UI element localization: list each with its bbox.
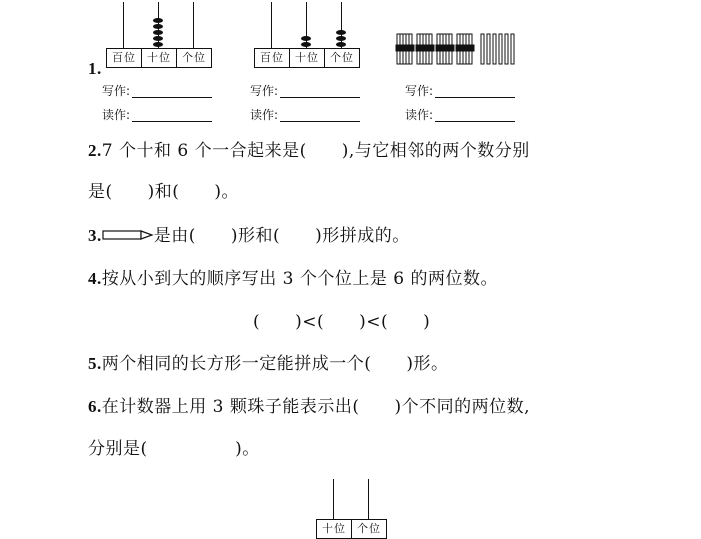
- question-4: [88, 268, 498, 290]
- rod-hundreds: [123, 2, 124, 48]
- place-label-tens: 十位: [142, 49, 177, 67]
- question-6-line-1: [88, 396, 530, 418]
- rod-hundreds: [271, 2, 272, 48]
- single-stick: [487, 34, 490, 64]
- question-number-5: 5.: [88, 354, 102, 373]
- bead: [153, 42, 163, 47]
- pencil-shape-icon: [102, 228, 154, 242]
- bead: [336, 42, 346, 47]
- question-2-line-1: [88, 140, 530, 162]
- write-blank[interactable]: [132, 85, 212, 98]
- place-label-ones: 个位: [182, 51, 206, 64]
- place-label-ones: 个位: [357, 522, 381, 535]
- read-label: 读作:: [250, 108, 279, 122]
- question-number-6: 6.: [88, 397, 102, 416]
- rod-tens: [333, 479, 334, 519]
- single-stick: [499, 34, 502, 64]
- question-6-text-2: 分别是( )。: [88, 439, 260, 459]
- write-row-c: [405, 84, 515, 98]
- place-label-hundreds: 百位: [107, 49, 142, 67]
- question-4-text: 按从小到大的顺序写出 3 个个位上是 6 的两位数。: [101, 269, 498, 289]
- write-label: 写作:: [250, 84, 279, 98]
- question-3-text: 是由( )形和( )形拼成的。: [153, 226, 410, 246]
- write-blank[interactable]: [435, 85, 515, 98]
- stick-bundle: [436, 34, 454, 64]
- single-stick: [493, 34, 496, 64]
- question-number-3: 3.: [88, 226, 102, 245]
- bead: [301, 36, 311, 41]
- bead: [336, 36, 346, 41]
- read-blank[interactable]: [280, 109, 360, 122]
- write-row-b: [250, 84, 360, 98]
- place-label-tens: 十位: [317, 520, 352, 538]
- place-label-hundreds: 百位: [255, 49, 290, 67]
- place-label-tens: 十位: [290, 49, 325, 67]
- rod-ones: [368, 479, 369, 519]
- bead: [336, 30, 346, 35]
- write-label: 写作:: [405, 84, 434, 98]
- question-5-text: 两个相同的长方形一定能拼成一个( )形。: [101, 354, 449, 374]
- question-2-text-1: 7 个十和 6 个一合起来是( ),与它相邻的两个数分别: [101, 141, 530, 161]
- sticks-bundles-picture: [395, 30, 525, 70]
- write-label: 写作:: [102, 84, 131, 98]
- write-row-a: [102, 84, 212, 98]
- question-2-text-2: 是( )和( )。: [88, 182, 240, 202]
- read-blank[interactable]: [132, 109, 212, 122]
- stick-bundle: [416, 34, 434, 64]
- question-5: [88, 353, 449, 375]
- question-3: [88, 225, 410, 247]
- single-stick: [481, 34, 484, 64]
- abacus-b: [254, 48, 360, 68]
- read-row-c: [405, 108, 515, 122]
- write-blank[interactable]: [280, 85, 360, 98]
- read-blank[interactable]: [435, 109, 515, 122]
- place-label-ones: 个位: [330, 51, 354, 64]
- read-label: 读作:: [405, 108, 434, 122]
- single-stick: [505, 34, 508, 64]
- question-4-answer-line: ( )<( )<( ): [253, 312, 431, 332]
- single-stick: [511, 34, 514, 64]
- read-label: 读作:: [102, 108, 131, 122]
- abacus-a: [106, 48, 212, 68]
- question-number-1: 1.: [88, 59, 102, 78]
- bottom-abacus: [316, 519, 388, 539]
- bead: [153, 30, 163, 35]
- bead: [153, 18, 163, 23]
- question-6-text-1: 在计数器上用 3 颗珠子能表示出( )个不同的两位数,: [101, 397, 531, 417]
- bead: [153, 36, 163, 41]
- read-row-a: [102, 108, 212, 122]
- bead: [153, 24, 163, 29]
- question-number-2: 2.: [88, 141, 102, 160]
- stick-bundle: [456, 34, 474, 64]
- bead: [301, 42, 311, 47]
- rod-ones: [193, 2, 194, 48]
- read-row-b: [250, 108, 360, 122]
- question-number-4: 4.: [88, 269, 102, 288]
- stick-bundle: [396, 34, 414, 64]
